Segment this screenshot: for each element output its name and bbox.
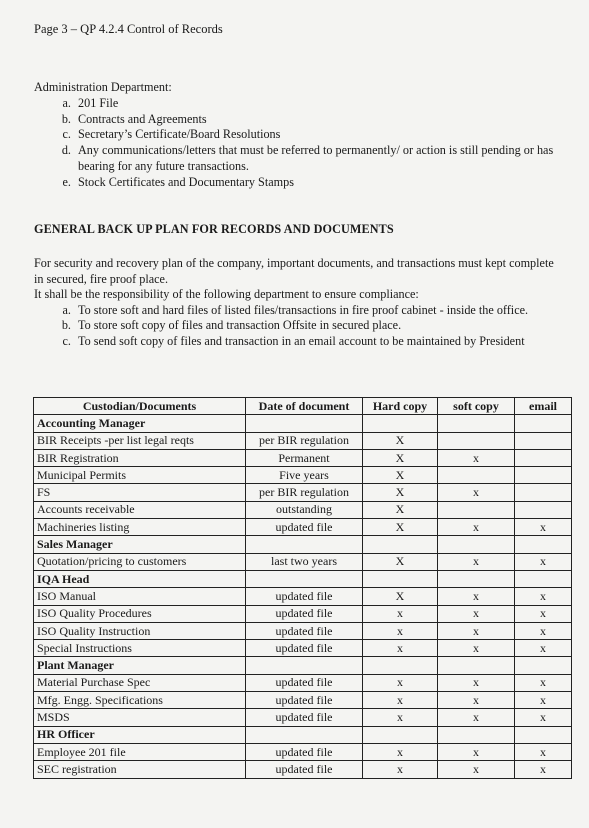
date-of-document-cell: updated file	[246, 588, 363, 605]
table-row	[34, 674, 572, 691]
date-of-document-cell: updated file	[246, 709, 363, 726]
admin-list	[34, 96, 554, 191]
hard-copy-cell: x	[363, 743, 438, 760]
hard-copy-cell: X	[363, 553, 438, 570]
empty-cell	[515, 726, 572, 743]
table-row	[34, 501, 572, 518]
email-cell: x	[515, 622, 572, 639]
table-group-row	[34, 536, 572, 553]
table-group-row	[34, 415, 572, 432]
backup-plan-heading: GENERAL BACK UP PLAN FOR RECORDS AND DOCUMENTS	[34, 222, 394, 236]
email-cell	[515, 484, 572, 501]
backup-plan-body	[34, 256, 556, 349]
hard-copy-cell: x	[363, 674, 438, 691]
soft-copy-cell: x	[438, 674, 515, 691]
backup-item: b. To store soft copy of files and transaction Offsite in secured place.	[74, 318, 556, 334]
email-cell: x	[515, 553, 572, 570]
table-group-row	[34, 657, 572, 674]
empty-cell	[515, 570, 572, 587]
empty-cell	[363, 726, 438, 743]
table-row	[34, 519, 572, 536]
empty-cell	[246, 536, 363, 553]
document-name-cell: Material Purchase Spec	[34, 674, 246, 691]
date-of-document-cell: updated file	[246, 519, 363, 536]
empty-cell	[363, 536, 438, 553]
document-name-cell: BIR Registration	[34, 449, 246, 466]
email-cell: x	[515, 588, 572, 605]
hard-copy-cell: X	[363, 432, 438, 449]
administration-department-section	[34, 80, 554, 191]
email-cell: x	[515, 640, 572, 657]
backup-paragraph: It shall be the responsibility of the following department to ensure compliance:	[34, 287, 419, 301]
empty-cell	[246, 415, 363, 432]
empty-cell	[438, 570, 515, 587]
table-row	[34, 709, 572, 726]
document-name-cell: MSDS	[34, 709, 246, 726]
date-of-document-cell: outstanding	[246, 501, 363, 518]
email-cell: x	[515, 743, 572, 760]
hard-copy-cell: X	[363, 484, 438, 501]
hard-copy-cell: x	[363, 605, 438, 622]
records-table	[33, 397, 572, 779]
document-name-cell: ISO Manual	[34, 588, 246, 605]
empty-cell	[246, 657, 363, 674]
table-group-row	[34, 570, 572, 587]
admin-item: d. Any communications/letters that must be referred to permanently/ or action is still pending or has bearing for any future transactions.	[74, 143, 554, 175]
document-name-cell: FS	[34, 484, 246, 501]
backup-list	[34, 303, 556, 350]
email-cell: x	[515, 519, 572, 536]
table-row	[34, 553, 572, 570]
column-header: Date of document	[246, 398, 363, 415]
table-row	[34, 467, 572, 484]
soft-copy-cell: x	[438, 553, 515, 570]
empty-cell	[438, 726, 515, 743]
table-row	[34, 588, 572, 605]
table-row	[34, 484, 572, 501]
admin-item: c. Secretary’s Certificate/Board Resolutions	[74, 127, 554, 143]
empty-cell	[363, 657, 438, 674]
date-of-document-cell: per BIR regulation	[246, 484, 363, 501]
empty-cell	[438, 536, 515, 553]
admin-item: e. Stock Certificates and Documentary Stamps	[74, 175, 554, 191]
hard-copy-cell: X	[363, 501, 438, 518]
email-cell: x	[515, 709, 572, 726]
date-of-document-cell: Five years	[246, 467, 363, 484]
document-name-cell: BIR Receipts -per list legal reqts	[34, 432, 246, 449]
hard-copy-cell: X	[363, 588, 438, 605]
table-row	[34, 743, 572, 760]
hard-copy-cell: x	[363, 692, 438, 709]
document-name-cell: ISO Quality Procedures	[34, 605, 246, 622]
document-name-cell: Employee 201 file	[34, 743, 246, 760]
table-row	[34, 692, 572, 709]
hard-copy-cell: x	[363, 709, 438, 726]
soft-copy-cell	[438, 432, 515, 449]
table-header-row	[34, 398, 572, 415]
date-of-document-cell: updated file	[246, 622, 363, 639]
table-row	[34, 761, 572, 778]
soft-copy-cell: x	[438, 622, 515, 639]
document-name-cell: Machineries listing	[34, 519, 246, 536]
email-cell	[515, 467, 572, 484]
email-cell: x	[515, 674, 572, 691]
date-of-document-cell: per BIR regulation	[246, 432, 363, 449]
email-cell: x	[515, 761, 572, 778]
custodian-group-cell: Plant Manager	[34, 657, 246, 674]
date-of-document-cell: updated file	[246, 761, 363, 778]
date-of-document-cell: last two years	[246, 553, 363, 570]
table-row	[34, 449, 572, 466]
hard-copy-cell: X	[363, 519, 438, 536]
hard-copy-cell: X	[363, 449, 438, 466]
soft-copy-cell: x	[438, 484, 515, 501]
table-row	[34, 432, 572, 449]
date-of-document-cell: updated file	[246, 743, 363, 760]
hard-copy-cell: x	[363, 640, 438, 657]
admin-item: b. Contracts and Agreements	[74, 112, 554, 128]
document-name-cell: Municipal Permits	[34, 467, 246, 484]
date-of-document-cell: Permanent	[246, 449, 363, 466]
empty-cell	[363, 570, 438, 587]
table-row	[34, 605, 572, 622]
hard-copy-cell: X	[363, 467, 438, 484]
document-name-cell: SEC registration	[34, 761, 246, 778]
soft-copy-cell: x	[438, 449, 515, 466]
column-header: Custodian/Documents	[34, 398, 246, 415]
admin-item: a. 201 File	[74, 96, 554, 112]
email-cell: x	[515, 605, 572, 622]
soft-copy-cell: x	[438, 743, 515, 760]
hard-copy-cell: x	[363, 761, 438, 778]
custodian-group-cell: IQA Head	[34, 570, 246, 587]
empty-cell	[246, 726, 363, 743]
column-header: email	[515, 398, 572, 415]
document-name-cell: Quotation/pricing to customers	[34, 553, 246, 570]
table-group-row	[34, 726, 572, 743]
soft-copy-cell: x	[438, 761, 515, 778]
page-header: Page 3 – QP 4.2.4 Control of Records	[34, 22, 223, 36]
soft-copy-cell: x	[438, 692, 515, 709]
table-row	[34, 622, 572, 639]
empty-cell	[515, 415, 572, 432]
email-cell	[515, 449, 572, 466]
empty-cell	[515, 536, 572, 553]
custodian-group-cell: Accounting Manager	[34, 415, 246, 432]
custodian-group-cell: Sales Manager	[34, 536, 246, 553]
document-name-cell: Accounts receivable	[34, 501, 246, 518]
empty-cell	[246, 570, 363, 587]
empty-cell	[515, 657, 572, 674]
soft-copy-cell: x	[438, 588, 515, 605]
backup-paragraph: For security and recovery plan of the company, important documents, and transactions must kept complete in secured, fire proof place.	[34, 256, 554, 286]
records-table-body	[34, 415, 572, 778]
email-cell	[515, 432, 572, 449]
date-of-document-cell: updated file	[246, 674, 363, 691]
empty-cell	[363, 415, 438, 432]
soft-copy-cell: x	[438, 519, 515, 536]
table-row	[34, 640, 572, 657]
date-of-document-cell: updated file	[246, 692, 363, 709]
backup-item: a. To store soft and hard files of listed files/transactions in fire proof cabinet - inside the office.	[74, 303, 556, 319]
custodian-group-cell: HR Officer	[34, 726, 246, 743]
soft-copy-cell: x	[438, 605, 515, 622]
email-cell: x	[515, 692, 572, 709]
empty-cell	[438, 415, 515, 432]
empty-cell	[438, 657, 515, 674]
soft-copy-cell	[438, 467, 515, 484]
soft-copy-cell: x	[438, 640, 515, 657]
document-name-cell: Mfg. Engg. Specifications	[34, 692, 246, 709]
admin-title: Administration Department:	[34, 80, 172, 94]
document-name-cell: Special Instructions	[34, 640, 246, 657]
soft-copy-cell: x	[438, 709, 515, 726]
document-name-cell: ISO Quality Instruction	[34, 622, 246, 639]
date-of-document-cell: updated file	[246, 640, 363, 657]
soft-copy-cell	[438, 501, 515, 518]
backup-item: c. To send soft copy of files and transaction in an email account to be maintained by President	[74, 334, 556, 350]
hard-copy-cell: x	[363, 622, 438, 639]
column-header: Hard copy	[363, 398, 438, 415]
date-of-document-cell: updated file	[246, 605, 363, 622]
email-cell	[515, 501, 572, 518]
column-header: soft copy	[438, 398, 515, 415]
